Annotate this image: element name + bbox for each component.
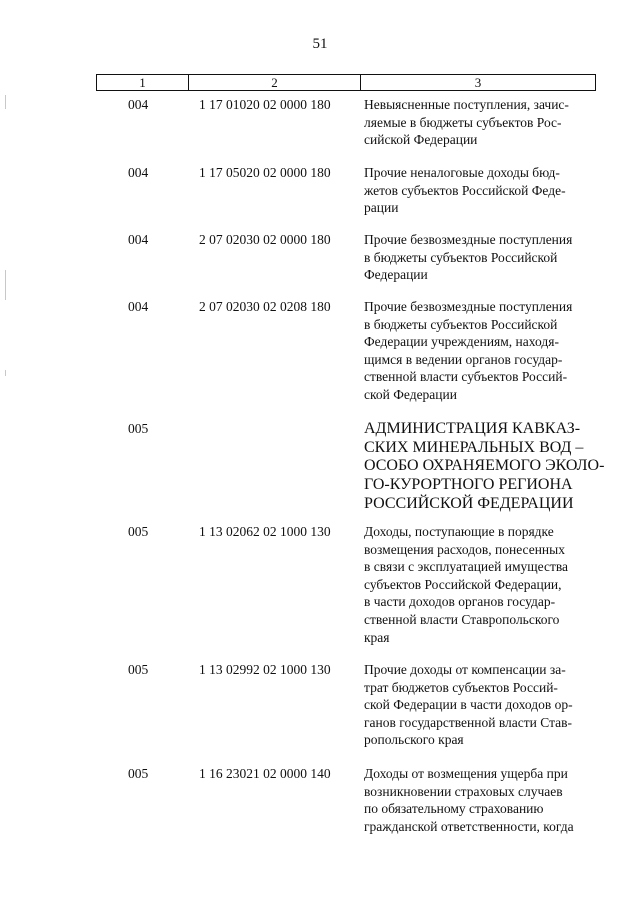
admin-code: 004: [128, 232, 149, 247]
revenue-description: Невыясненные поступления, зачис- ляемые в бюджеты субъектов Рос- сийской Федерации: [364, 97, 569, 148]
budget-classification-code: 1 17 05020 02 0000 180: [199, 165, 331, 180]
admin-code: 005: [128, 766, 149, 781]
page-number: 51: [312, 36, 328, 52]
admin-code: 005: [128, 662, 149, 677]
admin-code: 004: [128, 165, 149, 180]
budget-classification-code: 1 13 02062 02 1000 130: [199, 524, 331, 539]
budget-classification-code: 1 13 02992 02 1000 130: [199, 662, 331, 677]
budget-classification-code: 2 07 02030 02 0000 180: [199, 232, 331, 247]
revenue-description: Доходы, поступающие в порядке возмещения расходов, понесенных в связи с эксплуатацией имущества субъектов Российской Федерации, в части доходов органов государ- ственной власти Ставропольского края: [364, 524, 569, 645]
revenue-description: Доходы от возмещения ущерба при возникновении страховых случаев по обязательному страхованию гражданской ответственности, когда: [364, 766, 574, 834]
revenue-description: Прочие неналоговые доходы бюд- жетов субъектов Российской Феде- рации: [364, 165, 566, 216]
revenue-description: Прочие доходы от компенсации за- трат бюджетов субъектов Россий- ской Федерации в части доходов ор- ганов государственной власти Став- ропольского края: [364, 662, 573, 748]
column-header-2: 2: [189, 75, 361, 91]
column-header-row: [96, 74, 596, 91]
column-header-3: 3: [361, 75, 596, 91]
scan-margin-marks: [0, 0, 14, 905]
budget-classification-code: 2 07 02030 02 0208 180: [199, 299, 331, 314]
revenue-description: Прочие безвозмездные поступления в бюджеты субъектов Российской Федерации учреждениям, находя- щимся в ведении органов государ- ственной власти субъектов Россий- ской Федерации: [364, 299, 573, 402]
column-header-1: 1: [97, 75, 189, 91]
budget-classification-code: 1 17 01020 02 0000 180: [199, 97, 331, 112]
administrator-name: АДМИНИСТРАЦИЯ КАВКАЗ- СКИХ МИНЕРАЛЬНЫХ ВОД – ОСОБО ОХРАНЯЕМОГО ЭКОЛО- ГО-КУРОРТНОГО РЕГИОНА РОССИЙСКОЙ ФЕДЕРАЦИИ: [364, 420, 605, 512]
admin-code: 005: [128, 524, 149, 539]
budget-classification-code: 1 16 23021 02 0000 140: [199, 766, 331, 781]
admin-code: 005: [128, 421, 149, 436]
revenue-description: Прочие безвозмездные поступления в бюджеты субъектов Российской Федерации: [364, 232, 573, 283]
admin-code: 004: [128, 299, 149, 314]
admin-code: 004: [128, 97, 149, 112]
